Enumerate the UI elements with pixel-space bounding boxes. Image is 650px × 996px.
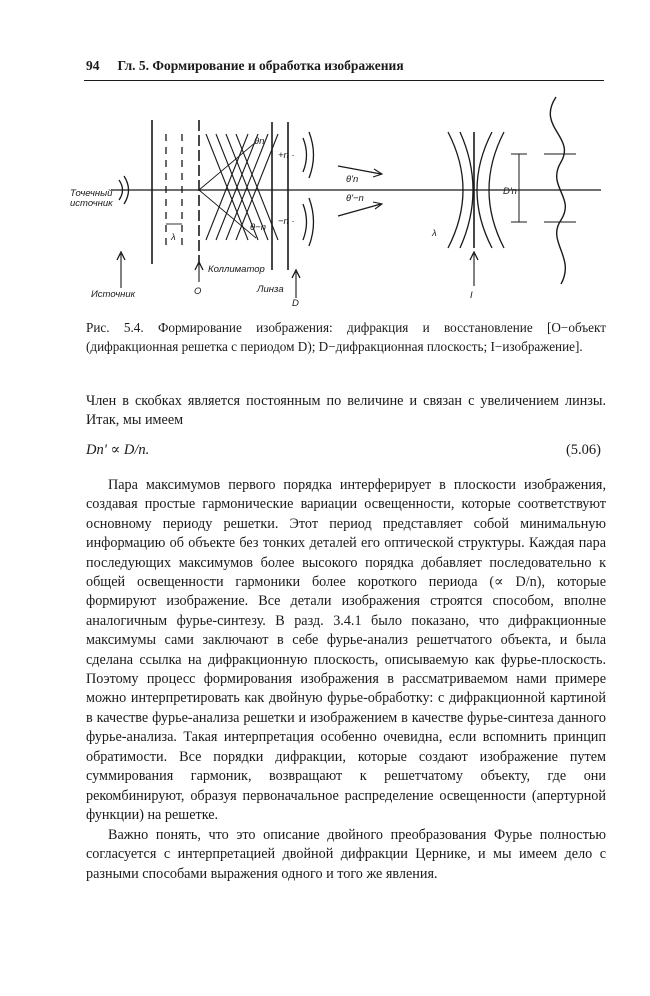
equation-5-06: [86, 442, 601, 459]
running-header: [86, 58, 606, 74]
label-theta-n-prime: θ'n: [346, 174, 359, 185]
label-order-plus-n: +n ·: [278, 150, 295, 161]
paragraph-main: Пара максимумов первого порядка интерферирует в плоскости изображения, создавая простые гармонические вариации освещенности, которые соответствуют основному периоду решетки. Этот период представляет собой минимальную информацию об объекте без тонких деталей его оптической структуры. Каждая пара последующих максимумов более высокого порядка добавляет последовательно к общей освещенности гармоники более короткого периода (∝ D/n), которые формируют изображение. Все детали изображения строятся способом, вполне аналогичным фурье-синтезу. В разд. 3.4.1 было показано, что дифракционные максимумы сами заключают в себе фурье-анализ решетчатого объекта, и была сделана ссылка на дифракционную плоскость, описываемую как фурье-плоскость. Поэтому процесс формирования изображения в рассматриваемом нами примере можно интерпретировать как двойную фурье-обработку: с дифракционной картиной в качестве фурье-анализа решетки и изображением в качестве фурье-синтеза данного фурье-анализа. Такая интерпретация особенно очевидна, если вспомнить принцип обратимости. Все порядки дифракции, которые создают изображение путем суммирования гармоник, возвращают к решетчатому объекту, где они рекомбинируют, образуя первоначальное распределение освещенности (апертурной функции) на решетке.: [86, 477, 606, 823]
label-source: Источник: [91, 289, 136, 300]
label-theta-minus-n-prime: θ'−n: [346, 193, 364, 204]
label-point-source: Точечный источник: [70, 188, 113, 209]
diffraction-diagram: [56, 92, 616, 307]
label-theta-n: θn: [254, 136, 265, 147]
order-wave: [303, 138, 307, 172]
label-lambda-right: λ: [432, 228, 437, 239]
page-number: 94: [86, 58, 100, 73]
label-object-O: O: [194, 286, 202, 297]
label-image-I: I: [470, 290, 473, 301]
label-theta-minus-n: θ−n: [250, 222, 266, 233]
label-lens: Линза: [257, 284, 284, 295]
label-plane-D: D: [292, 298, 299, 307]
equation-number: (5.06): [565, 442, 601, 458]
ray: [338, 166, 381, 174]
paragraph-intro: Член в скобках является постоянным по величине и связан с увеличением линзы. Итак, мы имеем: [86, 393, 606, 429]
header-rule: [84, 80, 604, 81]
ray: [338, 204, 381, 216]
label-lambda-left: λ: [171, 232, 176, 243]
chapter-title: Гл. 5. Формирование и обработка изображения: [117, 58, 404, 73]
label-collimator: Коллиматор: [208, 264, 265, 275]
theta-n-ray: [199, 142, 256, 190]
paragraph-final: Важно понять, что это описание двойного преобразования Фурье полностью согласуется с интерпретацией двойной дифракции Цернике, и мы имеем дело с разными способами выражения одного и того же явления.: [86, 827, 606, 882]
order-wave: [309, 198, 314, 246]
diffracted-waves: [206, 134, 278, 240]
order-wave: [309, 132, 314, 178]
label-order-minus-n: −n ·: [278, 216, 295, 227]
optics-figure: [56, 92, 616, 307]
order-wave: [303, 204, 307, 240]
figure-caption: Рис. 5.4. Формирование изображения: дифракция и восстановление [O−объект (дифракционная решетка с периодом D); D−дифракционная плоскость; I−изображение].: [86, 320, 606, 354]
label-dn-prime: D'n: [503, 186, 517, 197]
equation-formula: Dn' ∝ D/n.: [86, 442, 150, 458]
